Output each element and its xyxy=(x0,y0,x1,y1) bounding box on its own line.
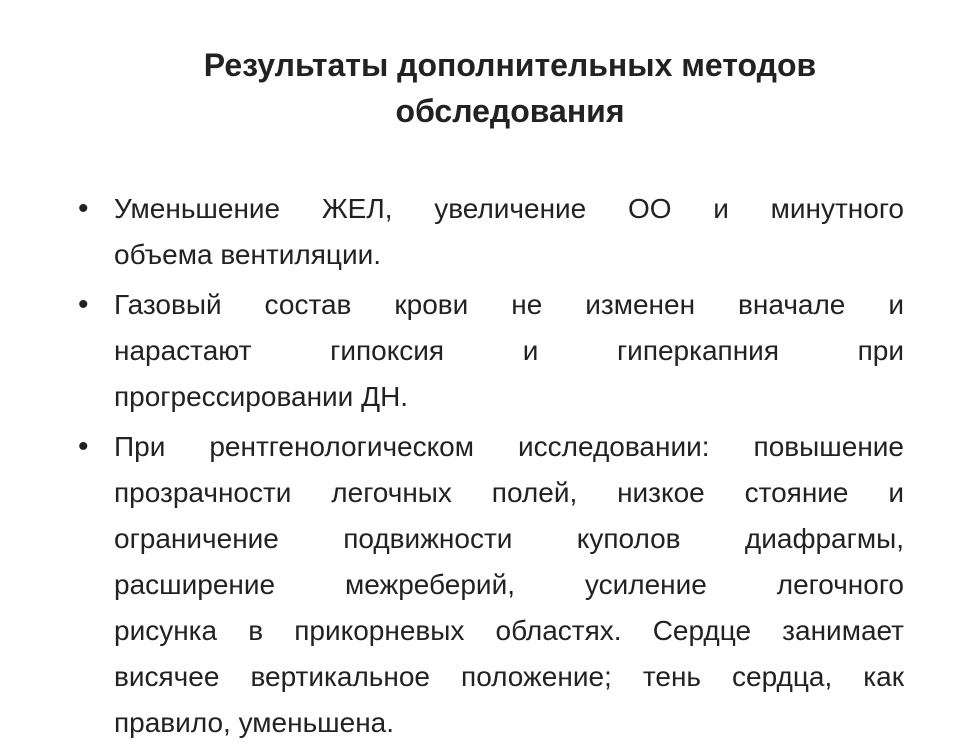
bullet-line: Газовый состав крови не изменен вначале и xyxy=(114,289,904,320)
bullet-line: Уменьшение ЖЕЛ, увеличение ОО и минутного xyxy=(114,193,904,224)
bullet-marker: • xyxy=(78,192,89,225)
bullet-line: прогрессировании ДН. xyxy=(114,381,409,412)
bullet-text xyxy=(114,282,904,420)
slide-title xyxy=(140,42,880,134)
bullet-line: При рентгенологическом исследовании: повышение xyxy=(114,431,904,462)
title-line: обследования xyxy=(395,93,625,129)
bullet-line: нарастают гипоксия и гиперкапния при xyxy=(114,335,904,366)
bullet-text xyxy=(114,424,904,746)
bullet-marker: • xyxy=(78,430,89,463)
bullet-line: ограничение подвижности куполов диафрагмы, xyxy=(114,523,904,554)
bullet-line: объема вентиляции. xyxy=(114,239,382,270)
bullet-line: рисунка в прикорневых областях. Сердце занимает xyxy=(114,615,904,646)
bullet-line: расширение межреберий, усиление легочного xyxy=(114,569,904,600)
bullet-item xyxy=(0,282,960,420)
title-line: Результаты дополнительных методов xyxy=(203,47,817,83)
bullet-line: прозрачности легочных полей, низкое стояние и xyxy=(114,477,904,508)
bullet-line: правило, уменьшена. xyxy=(114,707,395,738)
bullet-line: висячее вертикальное положение; тень сердца, как xyxy=(114,661,904,692)
bullet-marker: • xyxy=(78,288,89,321)
bullet-text xyxy=(114,186,904,278)
bullet-item xyxy=(0,424,960,746)
bullet-item xyxy=(0,186,960,278)
bullet-list xyxy=(0,186,960,750)
